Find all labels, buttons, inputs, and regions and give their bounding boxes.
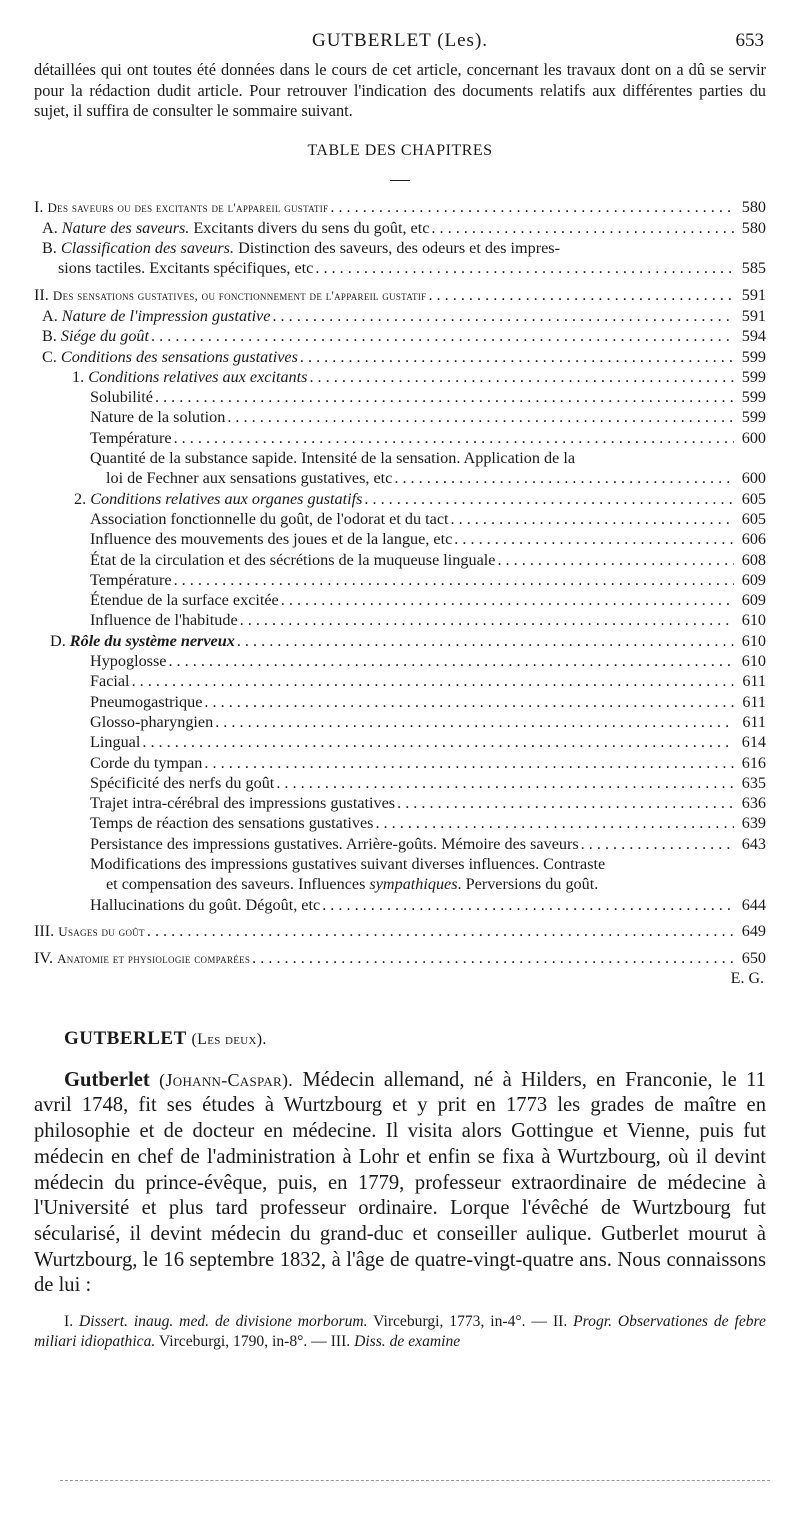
toc-page: 610 bbox=[741, 631, 766, 650]
leader-dots bbox=[330, 197, 734, 217]
toc-page: 599 bbox=[741, 388, 766, 407]
running-header bbox=[34, 30, 766, 56]
leader-dots bbox=[272, 306, 734, 326]
biography-paragraph bbox=[34, 1068, 766, 1299]
leader-dots bbox=[309, 367, 734, 387]
ref-title: Diss. de examine bbox=[354, 1333, 461, 1351]
leader-dots bbox=[281, 590, 734, 610]
leader-dots bbox=[581, 834, 734, 854]
toc-page: 644 bbox=[741, 895, 766, 914]
toc-section-2b: B. Siége du goût . . . 594 bbox=[34, 326, 766, 346]
leader-dots bbox=[174, 570, 734, 590]
toc-page: 594 bbox=[741, 327, 766, 346]
toc-page: 643 bbox=[741, 834, 766, 853]
toc-page: 608 bbox=[741, 550, 766, 569]
toc-item: Facial . . . 611 bbox=[34, 671, 766, 691]
leader-dots bbox=[364, 489, 734, 509]
ref-title: Progr. Observationes de febre miliari idiopathica. bbox=[34, 1313, 766, 1351]
leader-dots bbox=[431, 218, 734, 238]
table-of-contents bbox=[34, 197, 766, 990]
toc-item: État de la circulation et des sécrétions de la muqueuse linguale . . . 608 bbox=[34, 550, 766, 570]
toc-page: 609 bbox=[741, 570, 766, 589]
toc-page: 611 bbox=[742, 692, 766, 711]
toc-page: 600 bbox=[741, 428, 766, 447]
toc-section-2d: D. Rôle du système nerveux . . . 610 bbox=[34, 631, 766, 651]
toc-page: 591 bbox=[741, 285, 766, 304]
author-signature: E. G. bbox=[730, 970, 764, 988]
leader-dots bbox=[204, 692, 734, 712]
toc-page: 605 bbox=[741, 509, 766, 528]
leader-dots bbox=[428, 285, 734, 305]
toc-chapter-2: II. Des sensations gustatives, ou fonctionnement de l'appareil gustatif . . . 591 bbox=[34, 285, 766, 306]
toc-page: 585 bbox=[741, 259, 766, 278]
entry-heading bbox=[34, 1028, 766, 1050]
leader-dots bbox=[451, 509, 734, 529]
page-number: 653 bbox=[735, 30, 764, 51]
bottom-bleed-line bbox=[60, 1480, 770, 1481]
toc-page: 616 bbox=[741, 753, 766, 772]
toc-item: Influence de l'habitude . . . 610 bbox=[34, 610, 766, 630]
toc-page: 609 bbox=[741, 591, 766, 610]
leader-dots bbox=[276, 773, 734, 793]
toc-page: 635 bbox=[741, 773, 766, 792]
toc-item: Persistance des impressions gustatives. Arrière-goûts. Mémoire des saveurs . . . 643 bbox=[34, 834, 766, 854]
toc-page: 650 bbox=[741, 949, 766, 968]
leader-dots bbox=[240, 610, 734, 630]
leader-dots bbox=[142, 732, 734, 752]
toc-item: Association fonctionnelle du goût, de l'odorat et du tact . . . 605 bbox=[34, 509, 766, 529]
toc-item-multiline: Quantité de la substance sapide. Intensité de la sensation. Application de la loi de Fechner aux sensations gustatives, etc . . . 600 bbox=[34, 448, 766, 489]
toc-item: Solubilité . . . 599 bbox=[34, 387, 766, 407]
toc-chapter-3: III. Usages du goût . . . 649 bbox=[34, 921, 766, 942]
leader-dots bbox=[215, 712, 734, 732]
toc-chapter-1-label: Des saveurs ou des excitants de l'appareil gustatif bbox=[47, 199, 329, 215]
toc-page: 605 bbox=[741, 489, 766, 508]
leader-dots bbox=[168, 651, 734, 671]
leader-dots bbox=[300, 347, 734, 367]
toc-section-1a: A. Nature des saveurs. Excitants divers du sens du goût, etc . . . 580 bbox=[34, 218, 766, 238]
toc-chapter-1: I. Des saveurs ou des excitants de l'appareil gustatif . . . 580 bbox=[34, 197, 766, 218]
toc-section-2c: C. Conditions des sensations gustatives . . . 599 bbox=[34, 347, 766, 367]
leader-dots bbox=[204, 753, 734, 773]
toc-item: Corde du tympan . . . 616 bbox=[34, 753, 766, 773]
toc-item: Étendue de la surface excitée . . . 609 bbox=[34, 590, 766, 610]
leader-dots bbox=[497, 550, 734, 570]
leader-dots bbox=[174, 428, 734, 448]
toc-page: 611 bbox=[742, 672, 766, 691]
toc-page: 606 bbox=[741, 530, 766, 549]
leader-dots bbox=[155, 387, 734, 407]
leader-dots bbox=[252, 948, 734, 968]
toc-page: 649 bbox=[741, 921, 766, 940]
toc-item: Température . . . 600 bbox=[34, 428, 766, 448]
toc-page: 591 bbox=[741, 306, 766, 325]
toc-section-1b: B. Classification des saveurs. Distinction des saveurs, des odeurs et des impres- sions tactiles. Excitants spécifiques, etc . . . 585 bbox=[34, 238, 766, 279]
leader-dots bbox=[227, 407, 734, 427]
toc-chapter-4: IV. Anatomie et physiologie comparées . . . 650 bbox=[34, 948, 766, 969]
toc-page: 599 bbox=[741, 367, 766, 386]
toc-page: 639 bbox=[741, 814, 766, 833]
subject-name: Gutberlet bbox=[64, 1068, 150, 1091]
leader-dots bbox=[454, 529, 734, 549]
toc-item: Glosso-pharyngien . . . 611 bbox=[34, 712, 766, 732]
toc-page: 611 bbox=[742, 712, 766, 731]
toc-chapter-4-label: Anatomie et physiologie comparées bbox=[57, 951, 251, 967]
intro-paragraph: détaillées qui ont toutes été données dans le cours de cet article, concernant les travaux dont on a dû se servir pour la rédaction dudit article. Pour retrouver l'indication des documents relatifs aux différentes parties du sujet, il suffira de consulter le sommaire suivant. bbox=[34, 60, 766, 120]
toc-item: Trajet intra-cérébral des impressions gustatives . . . 636 bbox=[34, 793, 766, 813]
running-title: GUTBERLET (Les). bbox=[311, 30, 489, 51]
toc-page: 610 bbox=[741, 652, 766, 671]
leader-dots bbox=[151, 326, 734, 346]
leader-dots bbox=[147, 921, 734, 941]
leader-dots bbox=[394, 468, 734, 488]
leader-dots bbox=[315, 258, 734, 278]
bibliography: I. Dissert. inaug. med. de divisione morborum. Virceburgi, 1773, in-4°. — II. Progr. Observationes de febre miliari idiopathica. Virceburgi, 1790, in-8°. — III. Diss. de examine bbox=[34, 1313, 766, 1351]
toc-page: 636 bbox=[741, 794, 766, 813]
toc-item: Temps de réaction des sensations gustatives . . . 639 bbox=[34, 813, 766, 833]
toc-subsection-c1: 1. Conditions relatives aux excitants . . . 599 bbox=[34, 367, 766, 387]
leader-dots bbox=[397, 793, 734, 813]
toc-item: Hypoglosse . . . 610 bbox=[34, 651, 766, 671]
toc-item: Nature de la solution . . . 599 bbox=[34, 407, 766, 427]
leader-dots bbox=[132, 671, 734, 691]
leader-dots bbox=[375, 813, 734, 833]
toc-page: 614 bbox=[741, 733, 766, 752]
subject-first-names: (Johann-Caspar). bbox=[159, 1069, 294, 1090]
toc-page: 580 bbox=[741, 218, 766, 237]
toc-chapter-3-label: Usages du goût bbox=[58, 923, 145, 939]
toc-section-2a: A. Nature de l'impression gustative . . . 591 bbox=[34, 306, 766, 326]
toc-page: 599 bbox=[741, 347, 766, 366]
leader-dots bbox=[237, 631, 734, 651]
toc-item: Pneumogastrique . . . 611 bbox=[34, 692, 766, 712]
entry-heading-name: GUTBERLET bbox=[64, 1027, 187, 1049]
leader-dots bbox=[322, 895, 734, 915]
toc-page: 600 bbox=[741, 469, 766, 488]
toc-divider bbox=[390, 180, 410, 181]
toc-item: Influence des mouvements des joues et de la langue, etc . . . 606 bbox=[34, 529, 766, 549]
toc-page: 580 bbox=[741, 197, 766, 216]
toc-page: 610 bbox=[741, 611, 766, 630]
toc-page: 599 bbox=[741, 408, 766, 427]
entry-heading-rest: (Les deux). bbox=[191, 1030, 267, 1048]
toc-subsection-c2: 2. Conditions relatives aux organes gustatifs . . . 605 bbox=[34, 489, 766, 509]
toc-item-multiline: Modifications des impressions gustatives suivant diverses influences. Contraste et compensation des saveurs. Influences sympathiques. Perversions du goût. Hallucinations du goût. Dégoût, etc . . . 644 bbox=[34, 854, 766, 915]
toc-item: Spécificité des nerfs du goût . . . 635 bbox=[34, 773, 766, 793]
toc-title: TABLE DES CHAPITRES bbox=[307, 141, 493, 159]
biography-text: Médecin allemand, né à Hilders, en Franconie, le 11 avril 1748, fit ses études à Wurtzbourg et y prit en 1773 les grades de maître en philosophie et de docteur en médecine. Il visita alors Gottingue et Vienne, puis fut médecin en chef de l'administration à Lohr et enfin se fixa à Wurtzbourg, où il devint médecin du prince-évêque, puis, en 1779, professeur extraordinaire de médecine à l'Université et plus tard professeur ordinaire. Lorque l'évêché de Wurtzbourg fut sécularisé, il devint médecin du grand-duc et conseiller aulique. Gutberlet mourut à Wurtzbourg, le 16 septembre 1832, à l'âge de quatre-vingt-quatre ans. Nous connaissons de lui : bbox=[34, 1068, 766, 1297]
ref-title: Dissert. inaug. med. de divisione morborum. bbox=[79, 1313, 368, 1331]
toc-chapter-2-label: Des sensations gustatives, ou fonctionnement de l'appareil gustatif bbox=[52, 287, 427, 303]
toc-item: Température . . . 609 bbox=[34, 570, 766, 590]
page bbox=[34, 30, 766, 1352]
toc-item: Lingual . . . 614 bbox=[34, 732, 766, 752]
